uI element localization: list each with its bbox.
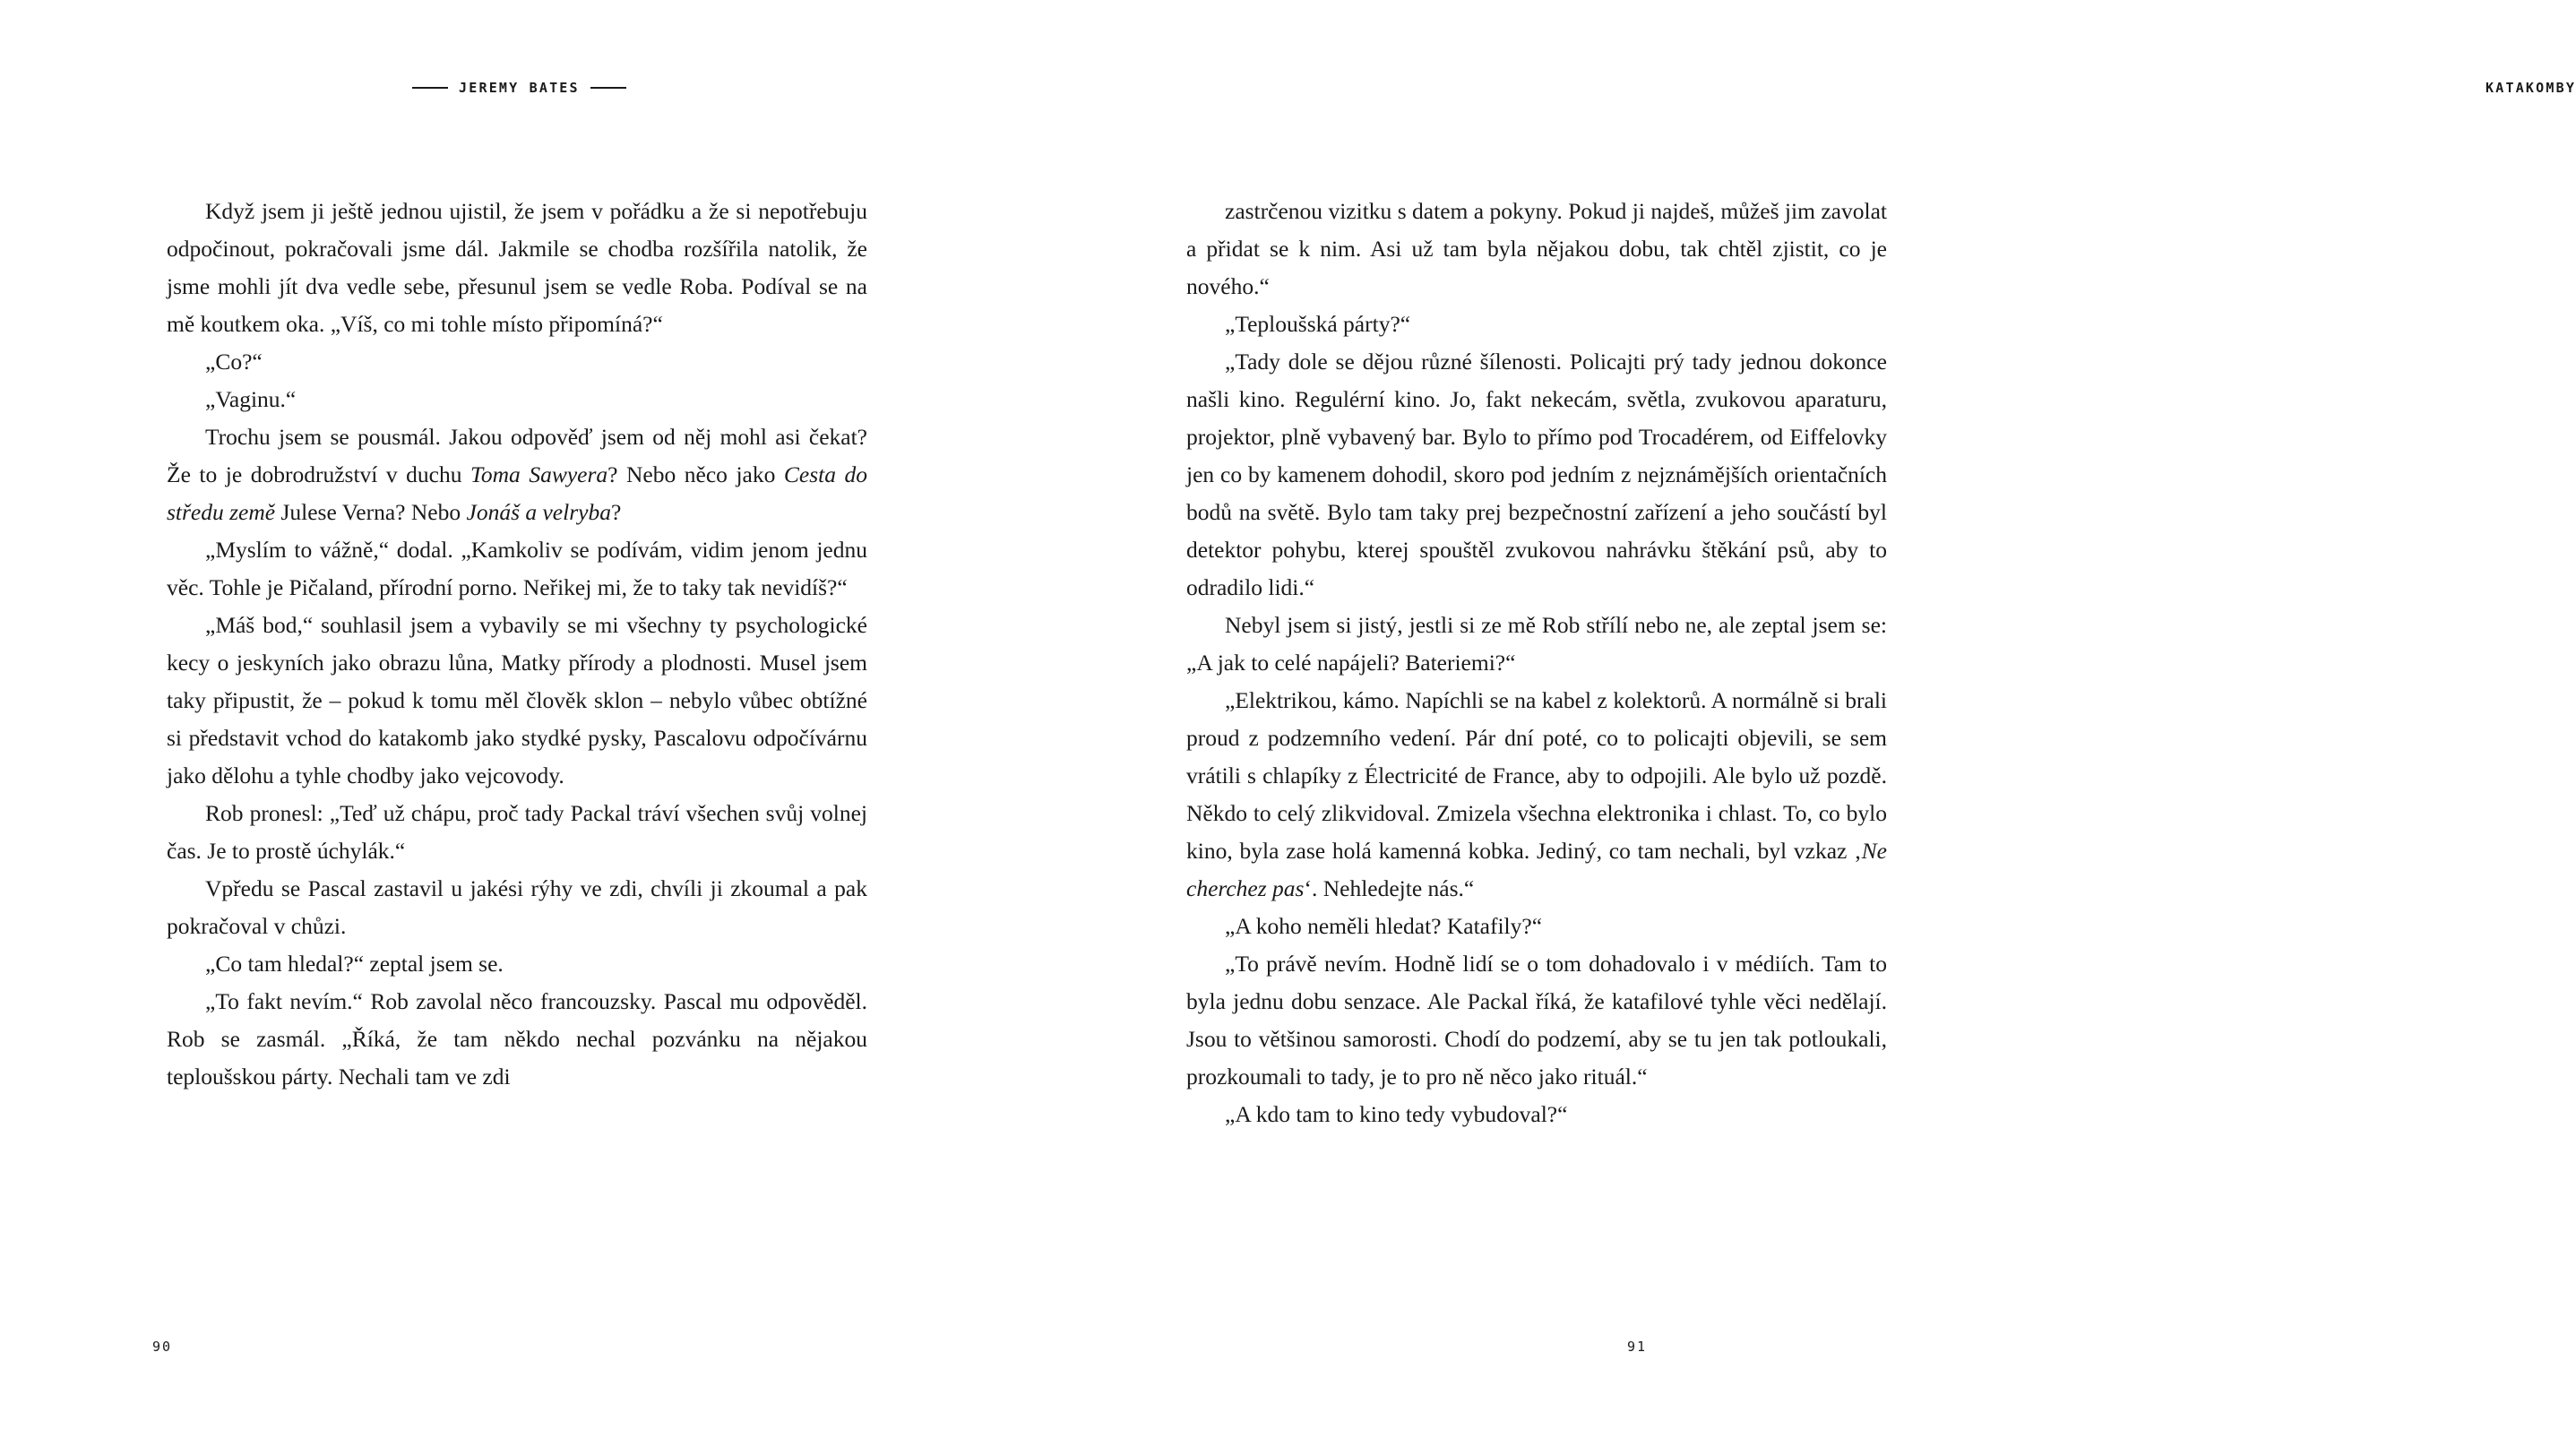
page-right — [1023, 0, 2576, 1447]
phrase-ne-cherchez-pas: Ne cherchez pas — [1186, 838, 1887, 901]
paragraph-text: ? Nebo něco jako — [607, 461, 784, 487]
book-title-toma-sawyera: Toma Sawyera — [470, 461, 608, 487]
rule-right-icon — [590, 87, 626, 89]
paragraph: Nebyl jsem si jistý, jestli si ze mě Rob střílí nebo ne, ale zeptal jsem se: „A jak to celé napájeli? Bateriemi?“ — [1186, 612, 1887, 676]
paragraph: „A koho neměli hledat? Katafily?“ — [1225, 913, 1543, 939]
paragraph-text: ? — [610, 499, 622, 525]
paragraph: „Tady dole se dějou různé šílenosti. Policajti prý tady jednou dokonce našli kino. Regulérní kino. Jo, fakt nekecám, světla, zvukovou aparaturu, projektor, plně vybavený bar. Bylo to přímo pod Trocadérem, od Eiffelovky jen co by kamenem dohodil, skoro pod jedním z nejznámějších orientačních bodů na světě. Bylo tam taky prej bezpečnostní zařízení a jeho součástí byl detektor pohybu, kterej spouštěl zvukovou nahrávku štěkání psů, aby to odradilo lidi.“ — [1186, 349, 1887, 600]
paragraph-text: „Elektrikou, kámo. Napíchli se na kabel z kolektorů. A normálně si brali proud z podzemního vedení. Pár dní poté, co to policajti objevili, se sem vrátili s chlapíky z Électricité de France, aby to odpojili. Ale bylo už pozdě. Někdo to celý zlikvidoval. Zmizela všechna elektronika i chlast. To, co bylo kino, byla zase holá kamenná kobka. Jediný, co tam nechali, byl vzkaz ‚ — [1186, 687, 1887, 864]
paragraph: Vpředu se Pascal zastavil u jakési rýhy ve zdi, chvíli ji zkoumal a pak pokračoval v chůzi. — [167, 875, 867, 939]
paragraph: Když jsem ji ještě jednou ujistil, že jsem v pořádku a že si nepotřebuju odpočinout, pokračovali jsme dál. Jakmile se chodba rozšířila natolik, že jsme mohli jít dva vedle sebe, přesunul jsem se vedle Roba. Podíval se na mě koutkem oka. „Víš, co mi tohle místo připomíná?“ — [167, 198, 867, 337]
paragraph: „To právě nevím. Hodně lidí se o tom dohadovalo i v médiích. Tam to byla jednu dobu senzace. Ale Packal říká, že katafilové tyhle věci nedělají. Jsou to většinou samorosti. Chodí do podzemí, aby se tu jen tak potloukali, prozkoumali to tady, je to pro ně něco jako rituál.“ — [1186, 951, 1887, 1090]
paragraph: „A kdo tam to kino tedy vybudoval?“ — [1225, 1101, 1568, 1127]
running-head-title-label: KATAKOMBY — [2486, 79, 2576, 96]
paragraph: zastrčenou vizitku s datem a pokyny. Pokud ji najdeš, můžeš jim zavolat a přidat se k nim. Asi už tam byla nějakou dobu, tak chtěl zjistit, co je nového.“ — [1186, 198, 1887, 299]
paragraph: „Teploušská párty?“ — [1225, 311, 1411, 337]
paragraph-text: Trochu jsem se pousmál. Jakou odpověď jsem od něj mohl asi čekat? Že to je dobrodružství v duchu — [167, 424, 867, 487]
paragraph-text: ‘. Nehledejte nás.“ — [1304, 875, 1475, 901]
body-text-left — [167, 193, 867, 1096]
paragraph: Rob pronesl: „Teď už chápu, proč tady Packal tráví všechen svůj volnej čas. Je to prostě úchylák.“ — [167, 800, 867, 864]
running-head-author — [412, 79, 1023, 97]
page-number-right: 91 — [1626, 1339, 1648, 1355]
rule-left-icon — [412, 87, 448, 89]
paragraph: „To fakt nevím.“ Rob zavolal něco francouzsky. Pascal mu odpověděl. Rob se zasmál. „Říká, že tam někdo nechal pozvánku na nějakou teploušskou párty. Nechali tam ve zdi — [167, 988, 867, 1090]
running-head-author-label: JEREMY BATES — [459, 79, 580, 96]
paragraph — [1186, 682, 1887, 908]
body-text-right — [1186, 193, 1887, 1133]
paragraph-text: Julese Verna? Nebo — [275, 499, 467, 525]
paragraph: „Máš bod,“ souhlasil jsem a vybavily se mi všechny ty psychologické kecy o jeskyních jako obrazu lůna, Matky přírody a plodnosti. Musel jsem taky připustit, že – pokud k tomu měl člověk sklon – nebylo vůbec obtížné si představit vchod do katakomb jako stydké pysky, Pascalovu odpočívárnu jako dělohu a tyhle chodby jako vejcovody. — [167, 612, 867, 788]
paragraph: „Co?“ — [205, 349, 263, 375]
page-left — [0, 0, 1023, 1447]
book-title-jonas-a-velryba: Jonáš a velryba — [466, 499, 611, 525]
paragraph: „Vaginu.“ — [205, 386, 297, 412]
book-title-cesta-do-stredu-zeme: Cesta do středu země — [167, 461, 867, 525]
paragraph: „Co tam hledal?“ zeptal jsem se. — [205, 951, 504, 977]
page-number-left: 90 — [151, 1339, 173, 1355]
paragraph — [167, 418, 867, 531]
paragraph: „Myslím to vážně,“ dodal. „Kamkoliv se podívám, vidim jenom jednu věc. Tohle je Pičaland, přírodní porno. Neřikej mi, že to taky tak nevidíš?“ — [167, 537, 867, 600]
